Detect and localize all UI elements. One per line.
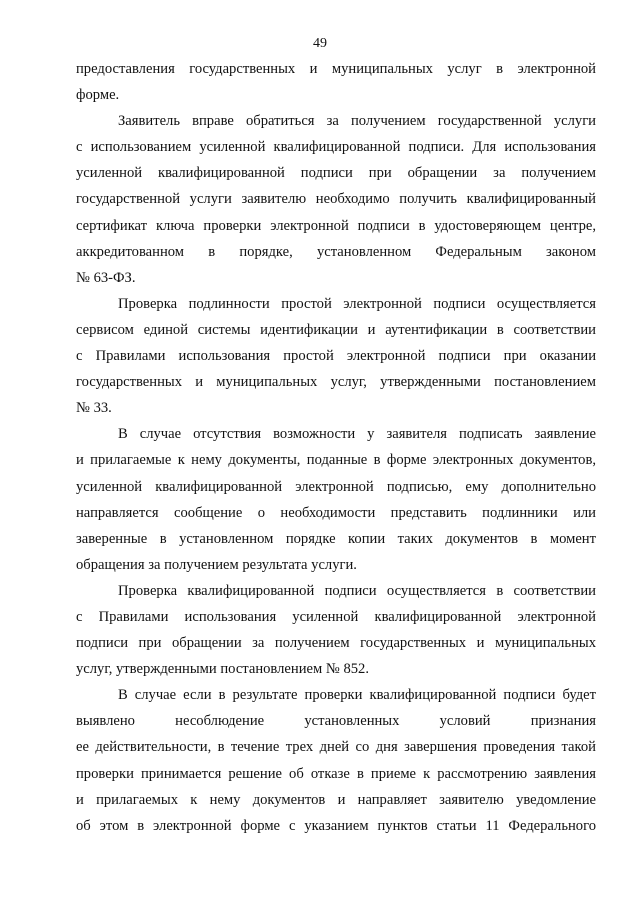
text-line: с Правилами использования простой электронной подписи при оказании: [76, 348, 596, 365]
text-line: с использованием усиленной квалифицированной подписи. Для использования: [76, 139, 596, 156]
text-line: направляется сообщение о необходимости представить подлинники или: [76, 504, 596, 521]
text-line: государственных и муниципальных услуг, утвержденными постановлением: [76, 374, 596, 391]
text-line: и прилагаемые к нему документы, поданные в форме электронных документов,: [76, 452, 596, 469]
text-line: выявлено несоблюдение установленных условий признания: [76, 713, 596, 730]
text-line: подписи при обращении за получением государственных и муниципальных: [76, 635, 596, 652]
text-line: услуг, утвержденными постановлением № 852.: [76, 661, 369, 678]
text-line: обращения за получением результата услуги.: [76, 556, 357, 573]
text-line: об этом в электронной форме с указанием пунктов статьи 11 Федерального: [76, 817, 596, 834]
text-line: Проверка квалифицированной подписи осуществляется в соответствии: [118, 582, 596, 599]
text-line: усиленной квалифицированной электронной подписью, ему дополнительно: [76, 478, 596, 495]
text-line: ее действительности, в течение трех дней со дня завершения проведения такой: [76, 739, 596, 756]
text-line: форме.: [76, 87, 120, 104]
text-line: предоставления государственных и муниципальных услуг в электронной: [76, 61, 596, 77]
text-line: В случае отсутствия возможности у заявителя подписать заявление: [118, 426, 596, 443]
document-body: [76, 56, 596, 839]
text-line: № 33.: [76, 400, 112, 417]
text-line: государственной услуги заявителю необходимо получить квалифицированный: [76, 191, 596, 208]
text-line: аккредитованном в порядке, установленном Федеральным законом: [76, 243, 596, 260]
text-line: и прилагаемых к нему документов и направляет заявителю уведомление: [76, 791, 596, 808]
text-line: заверенные в установленном порядке копии таких документов в момент: [76, 530, 596, 547]
text-line: Проверка подлинности простой электронной подписи осуществляется: [118, 295, 596, 312]
text-line: сервисом единой системы идентификации и аутентификации в соответствии: [76, 321, 596, 338]
text-line: проверки принимается решение об отказе в приеме к рассмотрению заявления: [76, 765, 596, 782]
text-line: усиленной квалифицированной подписи при обращении за получением: [76, 165, 596, 182]
text-line: сертификат ключа проверки электронной подписи в удостоверяющем центре,: [76, 217, 596, 234]
text-line: Заявитель вправе обратиться за получением государственной услуги: [118, 113, 596, 130]
text-line: В случае если в результате проверки квалифицированной подписи будет: [118, 687, 596, 704]
text-line: с Правилами использования усиленной квалифицированной электронной: [76, 608, 596, 625]
page-number: 49: [313, 36, 327, 51]
text-line: № 63-ФЗ.: [76, 269, 136, 286]
